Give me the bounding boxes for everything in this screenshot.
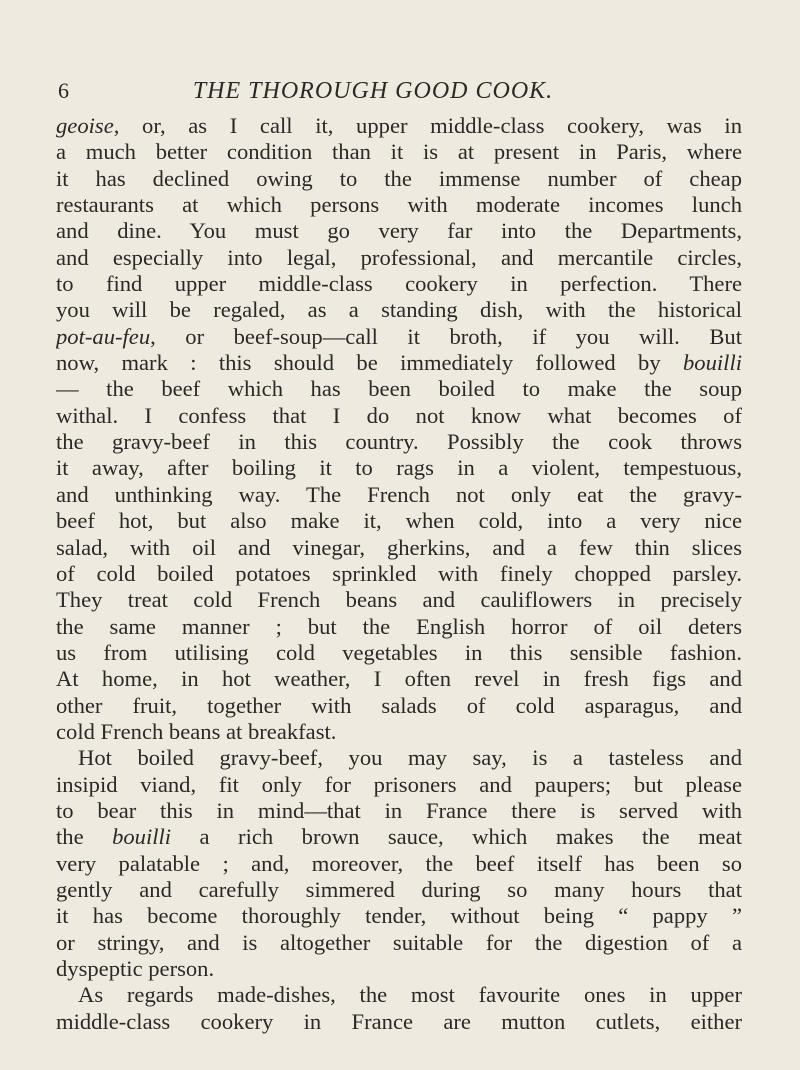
text-line xyxy=(56,429,742,455)
italic-term: geoise xyxy=(56,113,114,138)
text-line xyxy=(56,166,742,192)
text-segment: and especially into legal, professional, and mercantile circles, xyxy=(56,244,742,270)
text-line xyxy=(56,403,742,429)
text-segment: withal. I confess that I do not know what becomes of xyxy=(56,402,742,428)
text-line xyxy=(56,455,742,481)
text-line xyxy=(56,982,742,1008)
text-segment: other fruit, together with salads of cold asparagus, and xyxy=(56,692,742,718)
text-line xyxy=(56,218,742,244)
text-line xyxy=(56,482,742,508)
text-line xyxy=(56,192,742,218)
text-segment: and dine. You must go very far into the Departments, xyxy=(56,218,742,244)
body-text xyxy=(56,113,742,1035)
text-segment: very palatable ; and, moreover, the beef itself has been so xyxy=(56,850,742,876)
text-line xyxy=(56,508,742,534)
text-segment: gently and carefully simmered during so many hours that xyxy=(56,876,742,902)
page-header xyxy=(58,76,688,106)
text-segment: the same manner ; but the English horror of oil deters xyxy=(56,613,742,639)
text-line xyxy=(56,245,742,271)
text-line xyxy=(56,297,742,323)
text-line xyxy=(56,693,742,719)
text-line xyxy=(56,324,742,350)
text-line xyxy=(56,587,742,613)
text-line xyxy=(56,1009,742,1035)
text-line xyxy=(56,271,742,297)
text-segment: a rich brown sauce, which makes the meat xyxy=(171,824,742,850)
text-segment: us from utilising cold vegetables in this sensible fashion. xyxy=(56,639,742,665)
text-line xyxy=(56,640,742,666)
text-segment: a much better condition than it is at present in Paris, where xyxy=(56,139,742,165)
text-segment: — the beef which has been boiled to make the soup xyxy=(56,376,742,402)
text-line xyxy=(56,561,742,587)
text-line xyxy=(56,798,742,824)
text-line xyxy=(56,903,742,929)
text-segment: They treat cold French beans and cauliflowers in precisely xyxy=(56,587,742,613)
text-segment: it has become thoroughly tender, without being “ pappy ” xyxy=(56,903,742,929)
text-segment: beef hot, but also make it, when cold, into a very nice xyxy=(56,508,742,534)
italic-term: bouilli xyxy=(112,824,172,850)
text-line xyxy=(56,719,742,745)
text-line xyxy=(56,614,742,640)
text-segment: it away, after boiling it to rags in a violent, tempestuous, xyxy=(56,455,742,481)
text-segment: middle-class cookery in France are mutton cutlets, either xyxy=(56,1008,742,1034)
text-segment: of cold boiled potatoes sprinkled with finely chopped parsley. xyxy=(56,560,742,586)
text-segment: to bear this in mind—that in France there is served with xyxy=(56,797,742,823)
text-line xyxy=(56,956,742,982)
text-line xyxy=(56,535,742,561)
text-segment: As regards made-dishes, the most favourite ones in upper xyxy=(78,982,742,1008)
text-segment: and unthinking way. The French not only eat the gravy- xyxy=(56,481,742,507)
text-line xyxy=(56,376,742,402)
text-segment: cold French beans at breakfast. xyxy=(56,718,337,744)
text-line xyxy=(56,350,742,376)
text-line xyxy=(56,851,742,877)
text-line xyxy=(56,930,742,956)
page-number: 6 xyxy=(58,78,69,103)
text-segment: the xyxy=(56,824,113,850)
text-line xyxy=(56,113,742,139)
text-line xyxy=(56,745,742,771)
text-segment: , or beef-soup—call it broth, if you will. But xyxy=(150,323,742,349)
text-segment: At home, in hot weather, I often revel in fresh figs and xyxy=(56,666,742,692)
text-segment: or stringy, and is altogether suitable for the digestion of a xyxy=(56,929,742,955)
text-segment: the gravy-beef in this country. Possibly the cook throws xyxy=(56,429,742,455)
text-segment: dyspeptic person. xyxy=(56,956,215,981)
text-line xyxy=(56,666,742,692)
text-segment: salad, with oil and vinegar, gherkins, and a few thin slices xyxy=(56,534,742,560)
text-segment: , or, as I call it, upper middle-class cookery, was in xyxy=(113,113,742,138)
text-line xyxy=(56,824,742,850)
text-line xyxy=(56,877,742,903)
text-line xyxy=(56,772,742,798)
text-segment: it has declined owing to the immense number of cheap xyxy=(56,165,742,191)
italic-term: pot-au-feu xyxy=(56,323,151,349)
text-segment: now, mark : this should be immediately followed by xyxy=(56,350,683,376)
running-title: THE THOROUGH GOOD COOK. xyxy=(192,78,554,104)
text-segment: Hot boiled gravy-beef, you may say, is a tasteless and xyxy=(78,745,742,771)
text-segment: insipid viand, fit only for prisoners and paupers; but please xyxy=(56,771,742,797)
text-segment: restaurants at which persons with moderate incomes lunch xyxy=(56,192,742,218)
italic-term: bouilli xyxy=(683,350,742,376)
text-segment: to find upper middle-class cookery in perfection. There xyxy=(56,271,742,297)
text-line xyxy=(56,139,742,165)
text-segment: you will be regaled, as a standing dish, with the historical xyxy=(56,297,742,323)
